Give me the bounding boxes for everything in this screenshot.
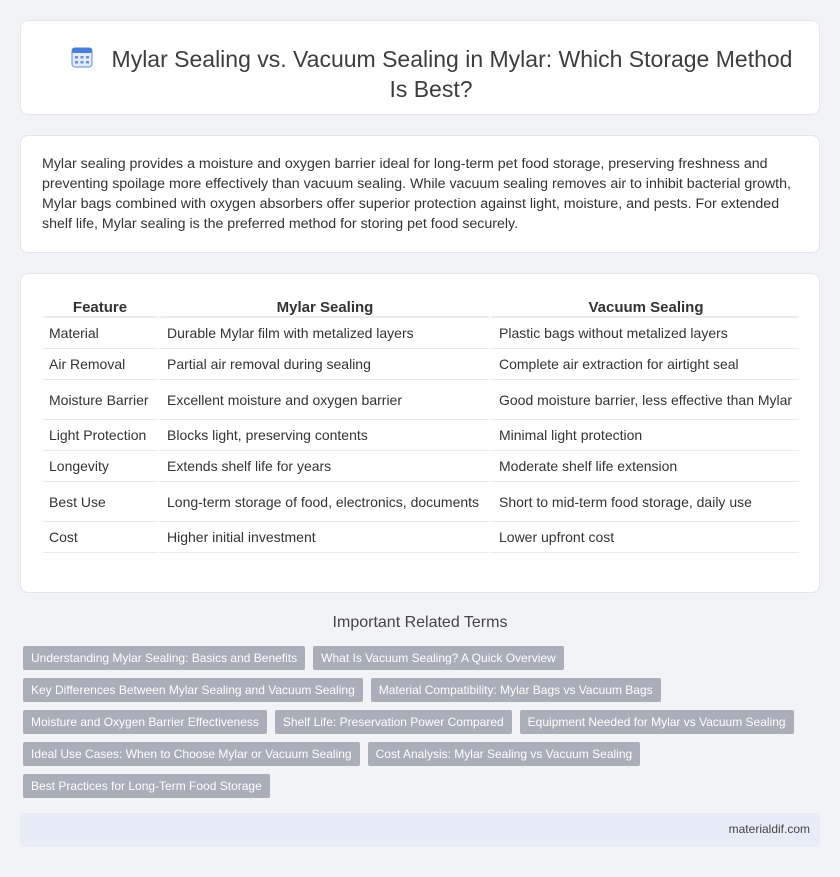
row-feature: Material (43, 318, 157, 349)
related-term-tag[interactable]: Cost Analysis: Mylar Sealing vs Vacuum Sealing (368, 742, 641, 766)
title-card (20, 20, 820, 115)
row-vacuum: Moderate shelf life extension (489, 451, 799, 482)
footer-site-link[interactable]: materialdif.com (728, 822, 810, 836)
related-term-tag[interactable]: Moisture and Oxygen Barrier Effectiveness (23, 710, 267, 734)
row-mylar: Long-term storage of food, electronics, documents (157, 482, 489, 522)
related-term-tag[interactable]: Key Differences Between Mylar Sealing and Vacuum Sealing (23, 678, 363, 702)
related-term-tag[interactable]: Material Compatibility: Mylar Bags vs Vacuum Bags (371, 678, 661, 702)
row-mylar: Blocks light, preserving contents (157, 420, 489, 451)
row-feature: Air Removal (43, 349, 157, 380)
table-row (43, 482, 799, 522)
related-term-tag[interactable]: Understanding Mylar Sealing: Basics and Benefits (23, 646, 305, 670)
row-vacuum: Minimal light protection (489, 420, 799, 451)
row-feature: Moisture Barrier (43, 380, 157, 420)
comparison-card (20, 273, 820, 593)
row-feature: Cost (43, 522, 157, 553)
row-vacuum: Plastic bags without metalized layers (489, 318, 799, 349)
table-header-row (43, 296, 799, 318)
row-mylar: Extends shelf life for years (157, 451, 489, 482)
table-row (43, 318, 799, 349)
related-terms-title: Important Related Terms (332, 614, 508, 631)
footer (20, 813, 820, 847)
row-mylar: Higher initial investment (157, 522, 489, 553)
header-feature: Feature (43, 296, 157, 318)
comparison-table (43, 296, 799, 553)
table-row (43, 349, 799, 380)
table-row (43, 380, 799, 420)
table-row (43, 420, 799, 451)
row-vacuum: Complete air extraction for airtight seal (489, 349, 799, 380)
related-terms-list (23, 646, 803, 798)
related-term-tag[interactable]: Equipment Needed for Mylar vs Vacuum Sealing (520, 710, 794, 734)
row-vacuum: Lower upfront cost (489, 522, 799, 553)
page-title: Mylar Sealing vs. Vacuum Sealing in Mylar: Which Storage Method Is Best? (111, 46, 793, 102)
row-feature: Light Protection (43, 420, 157, 451)
header-vacuum: Vacuum Sealing (489, 296, 799, 318)
header-mylar: Mylar Sealing (157, 296, 489, 318)
table-row (43, 522, 799, 553)
row-feature: Best Use (43, 482, 157, 522)
page-title-row (61, 44, 801, 104)
related-term-tag[interactable]: Ideal Use Cases: When to Choose Mylar or Vacuum Sealing (23, 742, 360, 766)
table-row (43, 451, 799, 482)
row-mylar: Durable Mylar film with metalized layers (157, 318, 489, 349)
related-term-tag[interactable]: Shelf Life: Preservation Power Compared (275, 710, 512, 734)
row-mylar: Partial air removal during sealing (157, 349, 489, 380)
related-term-tag[interactable]: Best Practices for Long-Term Food Storage (23, 774, 270, 798)
row-vacuum: Good moisture barrier, less effective than Mylar (489, 380, 799, 420)
row-mylar: Excellent moisture and oxygen barrier (157, 380, 489, 420)
intro-card (20, 135, 820, 253)
related-term-tag[interactable]: What Is Vacuum Sealing? A Quick Overview (313, 646, 564, 670)
calendar-icon (70, 45, 94, 69)
row-vacuum: Short to mid-term food storage, daily use (489, 482, 799, 522)
intro-paragraph: Mylar sealing provides a moisture and oxygen barrier ideal for long-term pet food storage, preserving freshness and preventing spoilage more effectively than vacuum sealing. While vacuum sealing removes air to inhibit bacterial growth, Mylar bags combined with oxygen absorbers offer superior protection against light, moisture, and pests. For extended shelf life, Mylar sealing is the preferred method for storing pet food securely. (42, 156, 791, 232)
row-feature: Longevity (43, 451, 157, 482)
